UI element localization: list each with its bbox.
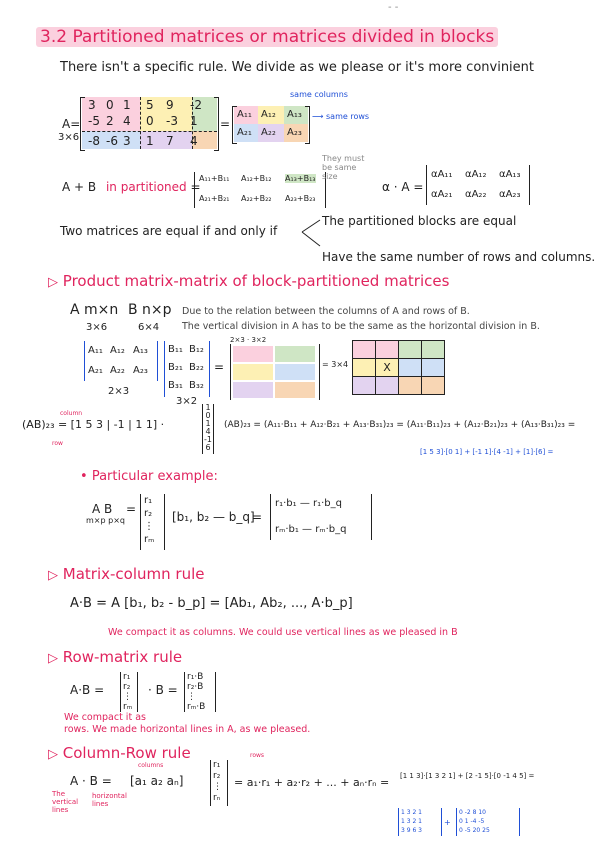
- prow-0: r₁: [144, 495, 153, 506]
- product-b-dim: 3×2: [176, 396, 198, 407]
- row-matrix-result: [184, 672, 216, 712]
- equality-arrows: [300, 214, 324, 250]
- rmrow-2: ⋮: [123, 692, 132, 702]
- ab23-col: [202, 404, 214, 454]
- equality-cond-1-text: The partitioned blocks are equal: [322, 214, 517, 228]
- matrix-a-cell: -5: [88, 114, 100, 128]
- ab23-block: (AB)₂₃ = (A₁₁·B₁₁ + A₁₂·B₂₁ + A₁₃·B₃₁)₂₃ = (A₁₁·B₁₁)₂₃ + (A₁₂·B₂₁)₂₃ + (A₁₃·B₃₁)₂₃ =: [224, 420, 576, 430]
- particular-result: [270, 494, 372, 540]
- cr2-1: 0 1 -4 -5: [459, 818, 485, 825]
- product-equals: =: [214, 360, 225, 374]
- particular-lhs: A B: [92, 502, 113, 516]
- row-label: row: [52, 440, 63, 447]
- column-label: column: [60, 410, 83, 417]
- pa-11: A₁₁: [88, 345, 103, 356]
- scalar-23: αA₂₃: [499, 189, 521, 200]
- matrix-a-cell: 0: [106, 98, 114, 112]
- scalar-12: αA₁₂: [465, 169, 487, 180]
- matrix-a-cell: -3: [166, 114, 178, 128]
- column-row-rows: [210, 760, 228, 806]
- matrix-column-title-text: Matrix-column rule: [62, 565, 205, 583]
- row-matrix-title-text: Row-matrix rule: [62, 648, 183, 666]
- pb-11: B₁₁: [168, 344, 183, 355]
- block-a21: A₂₁: [237, 127, 252, 138]
- block-a11: A₁₁: [237, 109, 252, 120]
- crrow-3: rₙ: [213, 793, 221, 803]
- pres-0: r₁·b₁ — r₁·b_q: [275, 498, 343, 509]
- block-a12: A₁₂: [261, 109, 276, 120]
- block-a13: A₁₃: [287, 109, 302, 120]
- rmrow-3: rₘ: [123, 702, 133, 712]
- matrix-a-blocks: [234, 106, 308, 142]
- sum-block-22: A₂₂+B₂₂: [241, 194, 272, 203]
- product-b-dims: 6×4: [138, 322, 160, 333]
- pa-22: A₂₂: [110, 365, 125, 376]
- block-a22: A₂₂: [261, 127, 276, 138]
- particular-title: • Particular example:: [80, 469, 218, 484]
- vertical-lines-note: The vertical lines: [52, 790, 79, 814]
- pb-31: B₃₁: [168, 380, 183, 391]
- ab-col-4: -1: [204, 435, 212, 444]
- product-note-1: Due to the relation between the columns of A and rows of B.: [182, 306, 470, 317]
- ab-col-1: 0: [205, 411, 211, 420]
- scalar-matrix: [426, 165, 530, 205]
- sum-lhs: A + B in partitioned =: [62, 180, 201, 194]
- sum-block-matrix: [194, 172, 326, 208]
- product-a-dim: 2×3: [108, 386, 130, 397]
- equals-sign: =: [220, 117, 231, 131]
- pb-21: B₂₁: [168, 362, 183, 373]
- plus-sign: +: [444, 818, 451, 827]
- product-note-2: The vertical division in A has to be the same as the horizontal division in B.: [182, 321, 540, 332]
- sum-block-11: A₁₁+B₁₁: [199, 174, 230, 183]
- particular-title-text: Particular example:: [91, 469, 218, 484]
- triangle-icon: ▷: [48, 747, 58, 762]
- matrix-a-cell: 4: [123, 114, 131, 128]
- matrix-a-cell: -6: [106, 134, 118, 148]
- matrix-a-cell: 4: [190, 134, 198, 148]
- row-matrix-note-2: rows. We made horizontal lines in A, as we pleased.: [64, 724, 311, 735]
- pa-13: A₁₃: [133, 345, 148, 356]
- row-matrix-title: [48, 648, 182, 666]
- equality-cond-1: [322, 214, 516, 228]
- pb-12: B₁₂: [189, 344, 204, 355]
- column-row-res1: [398, 808, 442, 836]
- same-rows-text: same rows: [326, 112, 370, 121]
- pa-12: A₁₂: [110, 345, 125, 356]
- product-a-dims: 3×6: [86, 322, 108, 333]
- product-result-dim: 2×3 · 3×2: [230, 336, 267, 344]
- product-grid: [352, 340, 445, 395]
- matrix-a-cell: -2: [190, 98, 202, 112]
- rmrow-1: r₂: [123, 682, 131, 692]
- column-row-title-text: Column-Row rule: [62, 744, 191, 762]
- same-columns-note: same columns: [290, 90, 348, 99]
- sum-lhs-text: A + B: [62, 180, 97, 194]
- equality-cond-2: Have the same number of rows and columns.: [322, 250, 596, 264]
- column-row-sum: = a₁·r₁ + a₂·r₂ + ... + aₙ·rₙ =: [234, 776, 390, 789]
- product-result-size: = 3×4: [322, 360, 349, 369]
- rmres-3: rₘ·B: [187, 702, 206, 712]
- block-a23: A₂₃: [287, 127, 302, 138]
- triangle-icon: ▷: [48, 568, 58, 583]
- matrix-column-note: We compact it as columns. We could use vertical lines as we pleased in B: [108, 627, 458, 638]
- same-size-note: They must be same size: [322, 154, 365, 181]
- matrix-a-cell: -8: [88, 134, 100, 148]
- sum-block-21: A₂₁+B₂₁: [199, 194, 230, 203]
- matrix-a-cell: 7: [166, 134, 174, 148]
- column-row-title: [48, 744, 191, 762]
- sum-block-12: A₁₂+B₁₂: [241, 174, 272, 183]
- intro-text: There isn't a specific rule. We divide as we please or it's more convinient: [60, 60, 534, 75]
- scalar-lhs: α · A =: [382, 180, 424, 194]
- matrix-a-label: A=: [62, 117, 81, 131]
- particular-eq2: =: [252, 510, 263, 524]
- product-a-label: A m×n: [70, 302, 119, 318]
- sum-block-23: A₂₃+B₂₃: [285, 194, 316, 203]
- product-title: [48, 272, 449, 290]
- particular-bcols: [b₁, b₂ — b_q]: [172, 510, 255, 524]
- sum-block-13: A₁₃+B₁₃: [285, 174, 316, 183]
- column-row-lhs: A · B =: [70, 774, 112, 788]
- matrix-a-cell: 3: [123, 134, 131, 148]
- ab-col-2: 1: [205, 419, 211, 428]
- ab-col-3: 4: [205, 427, 211, 436]
- particular-dims: m×p p×q: [86, 516, 125, 525]
- matrix-a-cell: 1: [190, 114, 198, 128]
- pa-23: A₂₃: [133, 365, 148, 376]
- rmrow-0: r₁: [123, 672, 131, 682]
- triangle-icon: ▷: [48, 275, 58, 290]
- cr1-1: 1 3 2 1: [401, 818, 422, 825]
- prow-1: r₂: [144, 508, 153, 519]
- matrix-a-cell: 0: [146, 114, 154, 128]
- ab23-row: (AB)₂₃ = [1 5 3 | -1 | 1 1] ·: [22, 418, 165, 431]
- horizontal-lines-note: horizontal lines: [92, 792, 127, 808]
- product-title-text: Product matrix-matrix of block-partitioned matrices: [62, 272, 450, 290]
- crrow-1: r₂: [213, 771, 221, 781]
- pb-22: B₂₂: [189, 362, 204, 373]
- rows-label: rows: [250, 752, 265, 759]
- cr1-2: 3 9 6 3: [401, 827, 422, 834]
- scalar-11: αA₁₁: [431, 169, 453, 180]
- row-matrix-rows: [120, 672, 138, 712]
- pb-32: B₃₂: [189, 380, 204, 391]
- rmres-1: r₂·B: [187, 682, 204, 692]
- column-row-example: [1 1 3]·[1 3 2 1] + [2 -1 5]·[0 -1 4 5] =: [400, 772, 535, 780]
- scalar-13: αA₁₃: [499, 169, 521, 180]
- in-partitioned-text: in partitioned: [105, 180, 187, 194]
- scalar-21: αA₂₁: [431, 189, 453, 200]
- cr2-2: 0 -5 20 25: [459, 827, 490, 834]
- product-b-blocks: [164, 341, 210, 397]
- matrix-a-cell: 9: [166, 98, 174, 112]
- result-size-text: 3×4: [331, 360, 349, 369]
- ab-col-5: 6: [205, 443, 211, 452]
- columns-label: columns: [138, 762, 164, 769]
- scalar-22: αA₂₂: [465, 189, 487, 200]
- pres-1: rₘ·b₁ — rₘ·b_q: [275, 524, 347, 535]
- product-result-matrix: [230, 344, 320, 400]
- equality-text: Two matrices are equal if and only if: [60, 224, 278, 238]
- pa-21: A₂₁: [88, 365, 103, 376]
- section-title-text: 3.2 Partitioned matrices or matrices divided in blocks: [36, 27, 498, 47]
- row-matrix-lhs: A·B =: [70, 683, 105, 697]
- column-row-res2: [456, 808, 520, 836]
- row-matrix-note-1: We compact it as: [64, 712, 146, 723]
- matrix-a-cell: 2: [106, 114, 114, 128]
- rmres-0: r₁·B: [187, 672, 204, 682]
- matrix-a-cell: 3: [88, 98, 96, 112]
- particular-rows: [140, 494, 165, 550]
- particular-eq: =: [126, 502, 137, 516]
- matrix-a-cell: 5: [146, 98, 154, 112]
- same-rows-note: ⟶ same rows: [312, 112, 370, 121]
- matrix-a-cell: 1: [146, 134, 154, 148]
- product-b-label: B n×p: [128, 302, 172, 318]
- top-marks: - -: [388, 2, 399, 13]
- row-matrix-b: · B =: [148, 683, 178, 697]
- grid-mark: X: [376, 359, 399, 377]
- matrix-a-size: 3×6: [58, 132, 80, 143]
- matrix-column-formula: A·B = A [b₁, b₂ - b_p] = [Ab₁, Ab₂, ..., A·b_p]: [70, 596, 353, 611]
- cr1-0: 1 3 2 1: [401, 809, 422, 816]
- ab23-blue: [1 5 3]·[0 1] + [-1 1]·[4 -1] + [1]·[6] =: [420, 448, 554, 456]
- column-row-acols: [a₁ a₂ aₙ]: [130, 774, 184, 788]
- crrow-0: r₁: [213, 760, 221, 770]
- product-a-blocks: [84, 341, 158, 381]
- matrix-column-title: [48, 565, 204, 583]
- rmres-2: ⋮: [187, 692, 196, 702]
- cr2-0: 0 -2 8 10: [459, 809, 486, 816]
- prow-2: ⋮: [144, 521, 154, 532]
- prow-3: rₘ: [144, 534, 155, 545]
- matrix-a-cell: 1: [123, 98, 131, 112]
- crrow-2: ⋮: [213, 782, 222, 792]
- triangle-icon: ▷: [48, 651, 58, 666]
- section-title: [36, 27, 498, 47]
- ab-col-0: 1: [205, 403, 211, 412]
